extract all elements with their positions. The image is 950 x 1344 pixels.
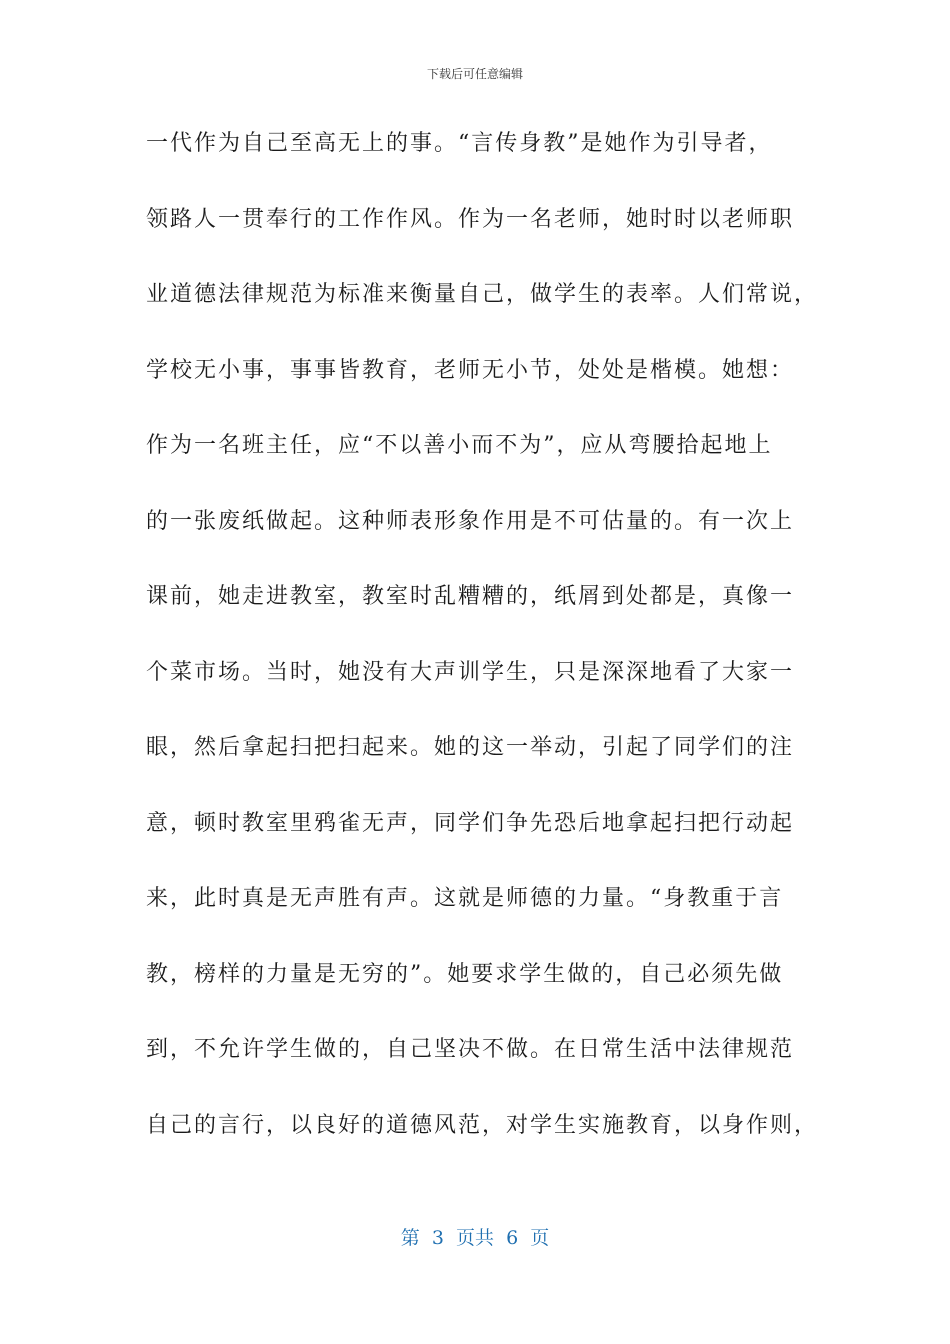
body-line: 意，顿时教室里鸦雀无声，同学们争先恐后地拿起扫把行动起: [146, 810, 795, 836]
body-line: 学校无小事，事事皆教育，老师无小节，处处是楷模。她想：: [146, 357, 795, 383]
body-line: 到，不允许学生做的，自己坚决不做。在日常生活中法律规范: [146, 1037, 795, 1062]
page-header: 下载后可任意编辑: [426, 67, 523, 81]
body-line: 作为一名班主任，应“不以善小而不为”，应从弯腰拾起地上: [146, 433, 773, 458]
page-number-footer: 第 3 页共 6 页: [400, 1227, 550, 1249]
body-line: 眼，然后拿起扫把扫起来。她的这一举动，引起了同学们的注: [146, 735, 795, 760]
document-body: [146, 120, 819, 1177]
body-line: 一代作为自己至高无上的事。“言传身教”是她作为引导者，: [146, 131, 773, 156]
body-line: 领路人一贯奉行的工作作风。作为一名老师，她时时以老师职: [146, 206, 795, 232]
body-line: 个菜市场。当时，她没有大声训学生，只是深深地看了大家一: [146, 659, 795, 685]
body-line: 的一张废纸做起。这种师表形象作用是不可估量的。有一次上: [146, 508, 795, 534]
body-line: 自己的言行，以良好的道德风范，对学生实施教育，以身作则，: [146, 1112, 819, 1138]
body-line: 来，此时真是无声胜有声。这就是师德的力量。“身教重于言: [146, 886, 784, 911]
body-line: 业道德法律规范为标准来衡量自己，做学生的表率。人们常说，: [146, 282, 819, 307]
body-line: 教，榜样的力量是无穷的”。她要求学生做的，自己必须先做: [146, 961, 784, 987]
body-line: 课前，她走进教室，教室时乱糟糟的，纸屑到处都是，真像一: [146, 584, 795, 609]
